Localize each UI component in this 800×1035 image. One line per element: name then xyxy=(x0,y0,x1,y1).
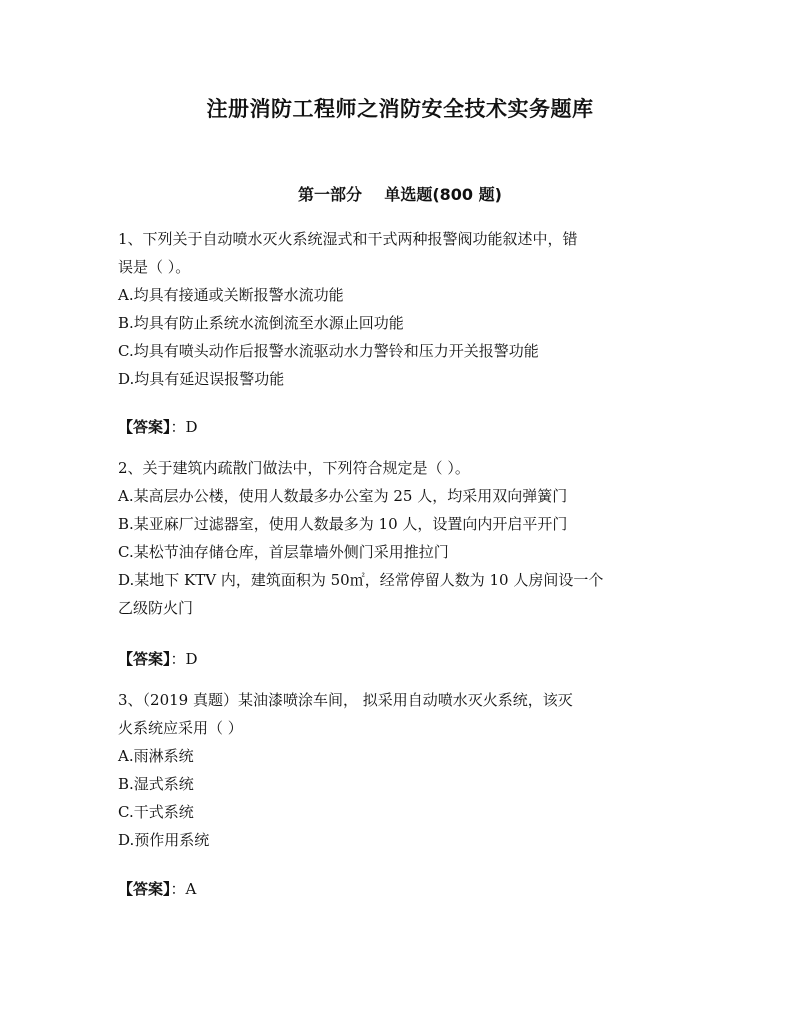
answer-label: 【答案】 xyxy=(118,418,171,436)
option-b: B.均具有防止系统水流倒流至水源止回功能 xyxy=(118,314,404,332)
option-d: D.某地下 KTV 内，建筑面积为 50㎡，经常停留人数为 10 人房间设一个 xyxy=(118,571,604,589)
option-d: D.预作用系统 xyxy=(118,831,210,849)
option-d-continued: 乙级防火门 xyxy=(118,599,194,617)
question-stem-line: 1、下列关于自动喷水灭火系统湿式和干式两种报警阀功能叙述中，错 xyxy=(118,230,578,248)
option-b: B.某亚麻厂过滤器室，使用人数最多为 10 人，设置向内开启平开门 xyxy=(118,515,568,533)
question-stem-line: 2、关于建筑内疏散门做法中，下列符合规定是（ ）。 xyxy=(118,459,470,477)
answer-value: ：D xyxy=(170,650,198,668)
question-3 xyxy=(118,686,688,854)
option-c: C.干式系统 xyxy=(118,803,194,821)
question-2 xyxy=(118,454,688,622)
option-a: A.均具有接通或关断报警水流功能 xyxy=(118,286,344,304)
answer-2 xyxy=(118,645,198,673)
question-stem-line: 误是（ ）。 xyxy=(118,258,191,276)
option-d: D.均具有延迟误报警功能 xyxy=(118,370,285,388)
option-c: C.某松节油存储仓库，首层靠墙外侧门采用推拉门 xyxy=(118,543,449,561)
question-stem-line: 3、（2019 真题）某油漆喷涂车间， 拟采用自动喷水灭火系统，该灭 xyxy=(118,691,573,709)
answer-3 xyxy=(118,875,196,903)
section-title: 第一部分 单选题(800 题) xyxy=(298,185,502,204)
answer-value: ：D xyxy=(170,418,198,436)
option-b: B.湿式系统 xyxy=(118,775,194,793)
option-a: A.某高层办公楼，使用人数最多办公室为 25 人，均采用双向弹簧门 xyxy=(118,487,568,505)
answer-1 xyxy=(118,413,198,441)
answer-label: 【答案】 xyxy=(118,650,171,668)
option-c: C.均具有喷头动作后报警水流驱动水力警铃和压力开关报警功能 xyxy=(118,342,539,360)
answer-value: ：A xyxy=(170,880,197,898)
question-1 xyxy=(118,225,688,393)
option-a: A.雨淋系统 xyxy=(118,747,194,765)
answer-label: 【答案】 xyxy=(118,880,171,898)
question-stem-line: 火系统应采用（ ） xyxy=(118,719,243,737)
page-title: 注册消防工程师之消防安全技术实务题库 xyxy=(206,97,594,121)
